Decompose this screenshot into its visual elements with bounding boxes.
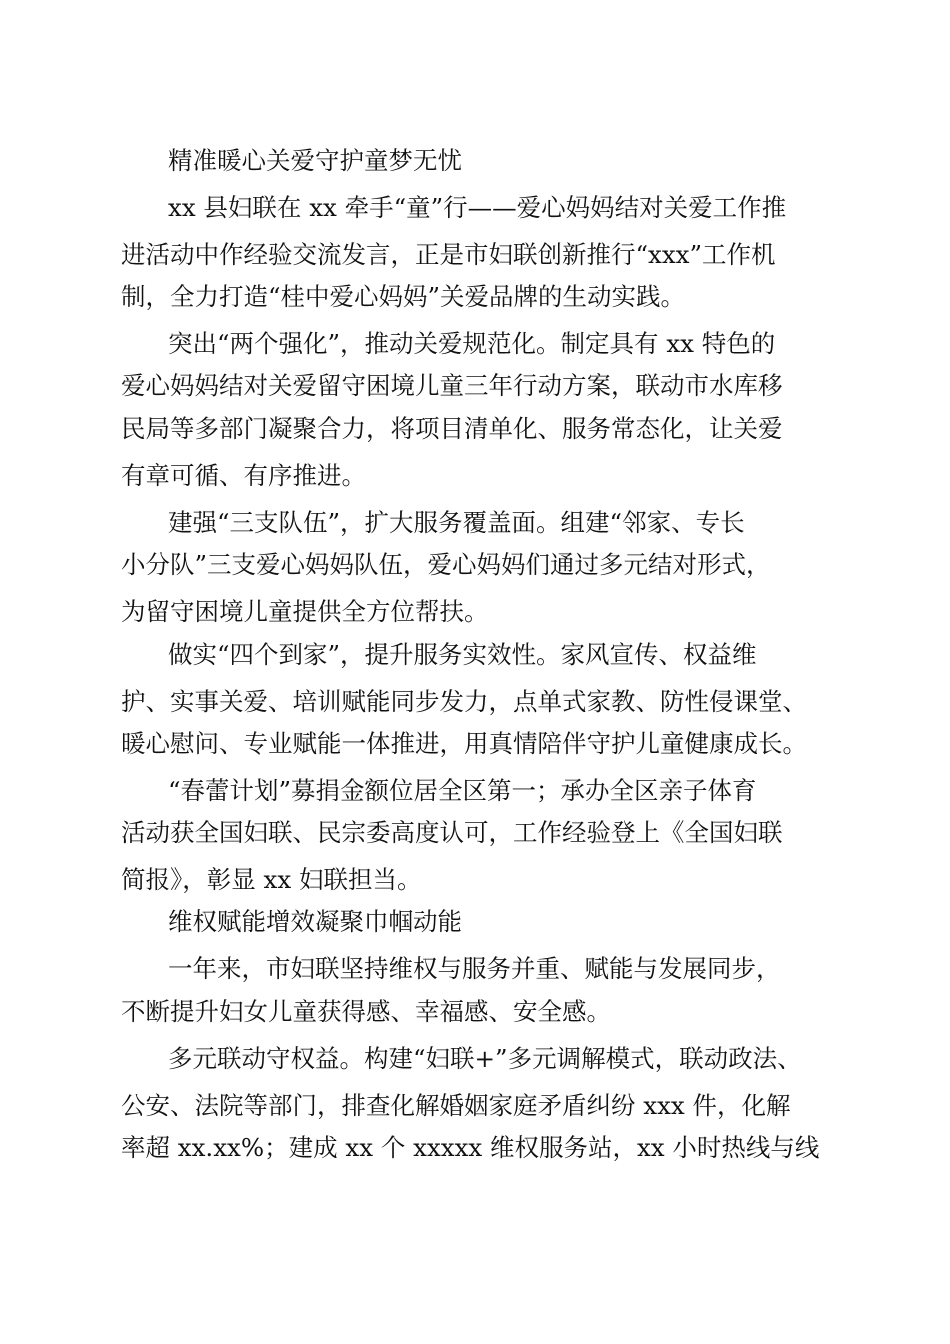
paragraph-line: “春蕾计划”募捐金额位居全区第一；承办全区亲子体育 (168, 776, 757, 805)
paragraph-line: 突出“两个强化”，推动关爱规范化。制定具有 xx 特色的 (168, 329, 776, 358)
section-heading: 维权赋能增效凝聚巾帼动能 (168, 907, 462, 936)
paragraph-line: 活动获全国妇联、民宗委高度认可，工作经验登上《全国妇联 (121, 818, 783, 847)
paragraph-line: 建强“三支队伍”，扩大服务覆盖面。组建“邻家、专长 (168, 508, 745, 537)
paragraph-line: 不断提升妇女儿童获得感、幸福感、安全感。 (121, 997, 611, 1026)
paragraph-line: 制，全力打造“桂中爱心妈妈”关爱品牌的生动实践。 (121, 282, 686, 311)
paragraph-line: 公安、法院等部门，排查化解婚姻家庭矛盾纠纷 xxx 件，化解 (121, 1091, 791, 1120)
paragraph-line: 民局等多部门凝聚合力，将项目清单化、服务常态化，让关爱 (121, 414, 783, 443)
paragraph-line: 小分队”三支爱心妈妈队伍，爱心妈妈们通过多元结对形式， (121, 550, 771, 579)
paragraph-line: 护、实事关爱、培训赋能同步发力，点单式家教、防性侵课堂、 (121, 687, 807, 716)
section-heading: 精准暖心关爱守护童梦无忧 (168, 146, 462, 175)
paragraph-line: 一年来，市妇联坚持维权与服务并重、赋能与发展同步， (168, 954, 781, 983)
paragraph-line: 有章可循、有序推进。 (121, 461, 366, 490)
paragraph-line: xx 县妇联在 xx 牵手“童”行——爱心妈妈结对关爱工作推 (168, 193, 787, 222)
paragraph-line: 暖心慰问、专业赋能一体推进，用真情陪伴守护儿童健康成长。 (121, 729, 807, 758)
paragraph-line: 简报》，彰显 xx 妇联担当。 (121, 865, 422, 894)
paragraph-line: 率超 xx.xx%；建成 xx 个 xxxxx 维权服务站，xx 小时热线与线 (121, 1133, 820, 1162)
paragraph-line: 为留守困境儿童提供全方位帮扶。 (121, 597, 489, 626)
paragraph-line: 进活动中作经验交流发言，正是市妇联创新推行“xxx”工作机 (121, 240, 776, 269)
paragraph-line: 爱心妈妈结对关爱留守困境儿童三年行动方案，联动市水库移 (121, 371, 783, 400)
paragraph-line: 多元联动守权益。构建“妇联+”多元调解模式，联动政法、 (168, 1044, 802, 1073)
paragraph-line: 做实“四个到家”，提升服务实效性。家风宣传、权益维 (168, 640, 757, 669)
